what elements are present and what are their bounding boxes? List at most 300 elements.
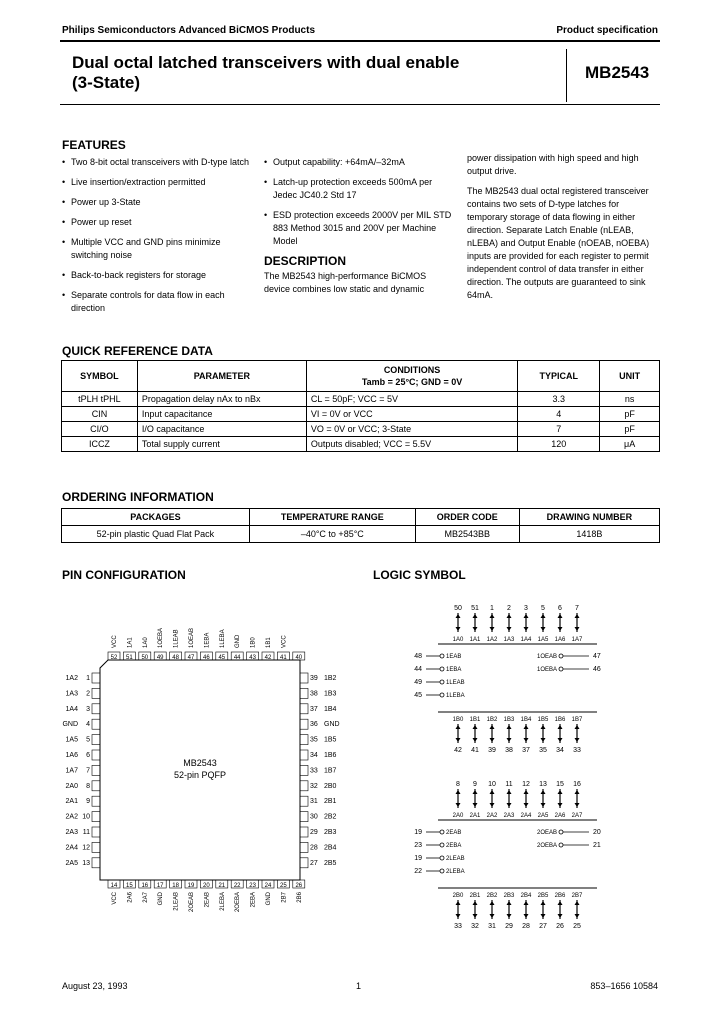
pin-number: 12 xyxy=(522,781,530,788)
pin-number: 41 xyxy=(471,747,479,754)
pin-label: 1A4 xyxy=(65,705,78,713)
pin-label: 1A6 xyxy=(65,752,78,759)
pin-box xyxy=(92,812,100,822)
pin-label: 2OEBA xyxy=(235,892,242,913)
control-pin: 20 xyxy=(593,829,601,836)
pin-label: 1B1 xyxy=(266,637,272,648)
arrow-up-icon xyxy=(558,790,563,794)
arrow-down-icon xyxy=(507,803,512,807)
pin-number: 38 xyxy=(310,690,318,698)
pin-number: 29 xyxy=(505,923,513,930)
pin-number: 44 xyxy=(233,655,241,661)
pin-label: VCC xyxy=(281,635,288,648)
a-label: 1A3 xyxy=(503,637,515,643)
table-row xyxy=(62,407,660,422)
pin-label: 1EBA xyxy=(204,632,211,648)
control-label: 2OEBA xyxy=(536,843,557,849)
pin-number: 13 xyxy=(539,781,547,788)
pin-label: VCC xyxy=(112,635,118,648)
b-label: 1B6 xyxy=(554,717,566,723)
pin-number: 40 xyxy=(295,655,303,661)
pin-number: 39 xyxy=(310,675,318,682)
feature-item: • ESD protection exceeds 2000V per MIL STD 883 Method 3015 and 200V per Machine Model xyxy=(264,209,454,248)
arrow-up-icon xyxy=(541,790,546,794)
pin-number: 51 xyxy=(126,655,133,661)
description-p2: power dissipation with high speed and high output drive. xyxy=(467,153,639,176)
inverter-bubble xyxy=(559,843,563,847)
pin-number: 19 xyxy=(187,883,195,889)
pin-number: 36 xyxy=(310,721,318,729)
pin-number: 6 xyxy=(86,752,90,759)
description-col-3 xyxy=(467,152,659,309)
pin-number: 31 xyxy=(310,798,318,806)
logic-symbol-diagram xyxy=(380,590,660,950)
qr-cell-parameter: Propagation delay nAx to nBx xyxy=(137,392,306,407)
qr-cell-typical: 4 xyxy=(518,407,600,422)
pin-number: 26 xyxy=(556,923,564,930)
pin-config-heading: PIN CONFIGURATION xyxy=(62,568,186,582)
arrow-down-icon xyxy=(473,627,478,631)
arrow-down-icon xyxy=(558,627,563,631)
a-label: 1A2 xyxy=(486,637,498,643)
feature-item: • Two 8-bit octal transceivers with D-type latch xyxy=(62,156,252,169)
ordering-cell: –40°C to +85°C xyxy=(249,526,415,543)
qr-cell-typical: 120 xyxy=(518,437,600,452)
pin-number: 9 xyxy=(86,798,90,806)
ordering-header: TEMPERATURE RANGE xyxy=(249,509,415,526)
qr-header-parameter: PARAMETER xyxy=(137,361,306,392)
table-row xyxy=(62,437,660,452)
pin-number: 28 xyxy=(522,923,530,930)
footer-page: 1 xyxy=(356,981,362,991)
qr-header-conditions xyxy=(306,361,517,392)
feature-item: • Output capability: +64mA/–32mA xyxy=(264,156,454,169)
b-label: 1B1 xyxy=(469,717,481,723)
b-label: 1B7 xyxy=(571,717,583,723)
pin-number: 43 xyxy=(249,655,256,661)
pin-box xyxy=(92,704,100,714)
qr-cell-conditions: CL = 50pF; VCC = 5V xyxy=(306,392,517,407)
pin-box xyxy=(92,827,100,837)
pin-box xyxy=(300,735,308,745)
arrow-down-icon xyxy=(473,803,478,807)
control-pin: 44 xyxy=(414,666,422,673)
arrow-up-icon xyxy=(490,901,495,905)
pin-label: 2LEAB xyxy=(173,892,180,911)
arrow-down-icon xyxy=(558,803,563,807)
a-label: 2A3 xyxy=(503,813,515,819)
pin-number: 35 xyxy=(310,736,318,744)
description-p3: The MB2543 dual octal registered transceiver contains two sets of D-type latches for temporary storage of data flowing in either direction. Separate Latch Enable (nLEAB, nLEBA) and Output Enable (nOEAB, nOEBA) inputs are provided for each register to permit independent control of data transfer in either direction. The outputs are guaranteed to sink 64mA. xyxy=(467,186,650,300)
arrow-down-icon xyxy=(524,914,529,918)
pin-label: 2B7 xyxy=(281,892,288,903)
arrow-down-icon xyxy=(507,914,512,918)
arrow-down-icon xyxy=(490,803,495,807)
arrow-up-icon xyxy=(541,725,546,729)
pin-number: 42 xyxy=(264,655,272,661)
document-title xyxy=(72,53,492,93)
pin-label: 2B3 xyxy=(324,829,337,836)
pin-label: 2A7 xyxy=(142,892,149,903)
pin-box xyxy=(300,812,308,822)
pin-number: 29 xyxy=(310,829,318,836)
qr-cell-unit: μA xyxy=(600,437,660,452)
control-pin: 21 xyxy=(593,842,601,849)
arrow-down-icon xyxy=(473,738,478,742)
arrow-up-icon xyxy=(575,614,580,618)
arrow-up-icon xyxy=(507,901,512,905)
pin-box xyxy=(300,781,308,791)
pin-box xyxy=(300,842,308,852)
pin-label: 1A0 xyxy=(142,637,149,648)
pin-box xyxy=(92,688,100,698)
pin-number: 37 xyxy=(310,705,318,713)
inverter-bubble xyxy=(440,843,444,847)
pin-box xyxy=(92,750,100,760)
a-label: 2A7 xyxy=(571,813,583,819)
a-label: 1A1 xyxy=(469,637,481,643)
inverter-bubble xyxy=(559,830,563,834)
b-label: 2B7 xyxy=(571,893,583,899)
arrow-down-icon xyxy=(541,738,546,742)
pin-box xyxy=(92,765,100,775)
pin-number: 24 xyxy=(264,883,272,889)
feature-item: • Back-to-back registers for storage xyxy=(62,269,252,282)
a-label: 2A6 xyxy=(554,813,566,819)
arrow-up-icon xyxy=(473,790,478,794)
control-label: 1LEBA xyxy=(446,693,465,699)
b-label: 1B3 xyxy=(503,717,515,723)
control-pin: 48 xyxy=(414,653,422,660)
pin-box xyxy=(92,673,100,683)
pin-label: 2B0 xyxy=(324,782,337,790)
pin-label: 1B6 xyxy=(324,752,337,759)
pin-box xyxy=(300,765,308,775)
features-heading: FEATURES xyxy=(62,138,126,152)
pin-number: 7 xyxy=(575,605,579,612)
pin-number: 42 xyxy=(454,747,462,754)
pin-number: 27 xyxy=(539,923,547,930)
pin-label: 1LEBA xyxy=(219,629,226,648)
inverter-bubble xyxy=(440,856,444,860)
control-pin: 19 xyxy=(414,855,422,862)
pin-number: 46 xyxy=(203,655,210,661)
arrow-down-icon xyxy=(456,914,461,918)
arrow-down-icon xyxy=(558,738,563,742)
pin-number: 28 xyxy=(310,844,318,852)
qr-conditions-label: CONDITIONS xyxy=(383,365,441,375)
pin-box xyxy=(300,796,308,806)
b-label: 2B0 xyxy=(452,893,464,899)
arrow-down-icon xyxy=(575,738,580,742)
pin-label: 1A1 xyxy=(127,637,134,648)
qr-conditions-sub: Tamb = 25°C; GND = 0V xyxy=(361,377,463,387)
feature-item: • Separate controls for data flow in each direction xyxy=(62,289,252,315)
chip-name: MB2543 xyxy=(183,758,217,768)
control-pin: 23 xyxy=(414,842,422,849)
pin-label: 2B5 xyxy=(324,859,337,867)
pin-number: 22 xyxy=(233,883,241,889)
pin-number: 7 xyxy=(86,767,90,775)
pin-box xyxy=(300,673,308,683)
arrow-down-icon xyxy=(456,627,461,631)
qr-header-symbol: SYMBOL xyxy=(62,361,138,392)
footer-code: 853–1656 10584 xyxy=(590,981,658,991)
pin-box xyxy=(92,796,100,806)
arrow-down-icon xyxy=(524,627,529,631)
chip-package: 52-pin PQFP xyxy=(173,770,227,780)
pin-number: 34 xyxy=(556,747,564,754)
pin-label: 1B7 xyxy=(324,767,337,775)
pin-label: 2A1 xyxy=(65,798,78,806)
arrow-down-icon xyxy=(490,627,495,631)
qr-cell-conditions: VI = 0V or VCC xyxy=(306,407,517,422)
pin-number: 3 xyxy=(86,705,90,713)
control-label: 2LEAB xyxy=(446,856,465,862)
qr-cell-parameter: I/O capacitance xyxy=(137,422,306,437)
pin-label: 1B4 xyxy=(324,705,337,713)
b-label: 2B6 xyxy=(554,893,566,899)
pin-label: 1B2 xyxy=(324,675,337,682)
arrow-down-icon xyxy=(541,914,546,918)
a-label: 1A0 xyxy=(452,637,464,643)
pin-number: 25 xyxy=(573,923,581,930)
control-label: 2LEBA xyxy=(446,869,465,875)
qr-cell-unit: ns xyxy=(600,392,660,407)
qr-cell-parameter: Input capacitance xyxy=(137,407,306,422)
inverter-bubble xyxy=(440,654,444,658)
pin-number: 32 xyxy=(471,923,479,930)
control-label: 1LEAB xyxy=(446,680,465,686)
pin-label: 1A3 xyxy=(65,690,78,698)
arrow-up-icon xyxy=(507,790,512,794)
qr-header-typical: TYPICAL xyxy=(518,361,600,392)
pin-number: 1 xyxy=(86,675,90,682)
arrow-up-icon xyxy=(473,614,478,618)
feature-item: • Latch-up protection exceeds 500mA per Jedec JC40.2 Std 17 xyxy=(264,176,454,202)
pin-number: 48 xyxy=(172,655,179,661)
a-label: 1A6 xyxy=(554,637,566,643)
qr-cell-typical: 3.3 xyxy=(518,392,600,407)
qr-cell-symbol: tPLH tPHL xyxy=(62,392,138,407)
pin-label: 2B4 xyxy=(324,844,337,852)
pin-label: 1A7 xyxy=(65,767,78,775)
arrow-up-icon xyxy=(575,790,580,794)
pin-label: 2A3 xyxy=(65,829,78,836)
pin-box xyxy=(92,735,100,745)
description-p1: The MB2543 high-performance BiCMOS device combines low static and dynamic xyxy=(264,271,427,294)
ordering-header: ORDER CODE xyxy=(415,509,519,526)
arrow-up-icon xyxy=(456,790,461,794)
inverter-bubble xyxy=(440,869,444,873)
qr-cell-unit: pF xyxy=(600,407,660,422)
pin-label: 1B0 xyxy=(250,637,257,648)
pin-box xyxy=(300,858,308,868)
qr-header-unit: UNIT xyxy=(600,361,660,392)
pin-number: 13 xyxy=(82,859,90,867)
ordering-header: DRAWING NUMBER xyxy=(519,509,659,526)
pin-label: 2B1 xyxy=(324,798,337,806)
pin-number: 47 xyxy=(187,655,195,661)
inverter-bubble xyxy=(559,654,563,658)
ordering-table xyxy=(61,508,660,543)
pin-label: 2A0 xyxy=(65,782,78,790)
part-number: MB2543 xyxy=(585,63,650,82)
title-line-1: Dual octal latched transceivers with dual enable xyxy=(72,53,460,72)
pin-number: 41 xyxy=(280,655,287,661)
pin-label: 2EAB xyxy=(204,892,211,908)
pin-number: 16 xyxy=(141,883,149,889)
pin-label: 2EBA xyxy=(250,892,257,908)
pin-number: 10 xyxy=(488,781,496,788)
title-line-2: (3-State) xyxy=(72,73,141,92)
pin-number: 10 xyxy=(82,813,90,821)
control-label: 2EAB xyxy=(446,830,462,836)
b-label: 2B4 xyxy=(520,893,532,899)
feature-item: • Power up 3-State xyxy=(62,196,252,209)
control-pin: 46 xyxy=(593,666,601,673)
arrow-up-icon xyxy=(558,725,563,729)
pin-number: 17 xyxy=(156,883,164,889)
table-row xyxy=(62,392,660,407)
control-pin: 45 xyxy=(414,692,422,699)
pin-number: 51 xyxy=(471,605,479,612)
ordering-heading: ORDERING INFORMATION xyxy=(62,490,214,504)
arrow-up-icon xyxy=(490,614,495,618)
pin-number: 11 xyxy=(505,781,513,788)
pin-number: 39 xyxy=(488,747,496,754)
footer-date: August 23, 1993 xyxy=(62,981,128,991)
pin-number: 25 xyxy=(280,883,287,889)
pin-number: 37 xyxy=(522,747,530,754)
pin-number: 50 xyxy=(454,605,462,612)
pin-label: GND xyxy=(158,892,165,906)
b-label: 1B2 xyxy=(486,717,498,723)
arrow-down-icon xyxy=(541,803,546,807)
pin-box xyxy=(300,827,308,837)
arrow-down-icon xyxy=(456,738,461,742)
a-label: 2A0 xyxy=(452,813,464,819)
arrow-up-icon xyxy=(490,790,495,794)
pin-box xyxy=(300,704,308,714)
pin-number: 12 xyxy=(82,844,90,852)
control-label: 2OEAB xyxy=(536,830,557,836)
pin-configuration-diagram xyxy=(60,590,340,950)
pin-label: GND xyxy=(62,721,78,729)
header-doc-type: Product specification xyxy=(556,25,658,36)
table-row xyxy=(62,526,660,543)
pin-number: 38 xyxy=(505,747,513,754)
pin-label: 2A5 xyxy=(65,859,78,867)
pin-label: 1A5 xyxy=(65,736,78,744)
header-company: Philips Semiconductors Advanced BiCMOS Products xyxy=(62,25,316,36)
pin-number: 2 xyxy=(507,605,511,612)
pin-number: 45 xyxy=(218,655,226,661)
pin-number: 27 xyxy=(310,859,318,867)
inverter-bubble xyxy=(440,830,444,834)
pin-label: 2A4 xyxy=(65,844,78,852)
b-label: 2B1 xyxy=(469,893,481,899)
pin-label: GND xyxy=(324,721,340,729)
a-label: 2A4 xyxy=(520,813,532,819)
inverter-bubble xyxy=(440,693,444,697)
qr-cell-symbol: ICCZ xyxy=(62,437,138,452)
pin-label: 1A2 xyxy=(65,675,78,682)
arrow-up-icon xyxy=(524,901,529,905)
a-label: 1A5 xyxy=(537,637,549,643)
qr-cell-symbol: CIN xyxy=(62,407,138,422)
a-label: 1A7 xyxy=(571,637,583,643)
inverter-bubble xyxy=(440,680,444,684)
arrow-down-icon xyxy=(558,914,563,918)
pin-number: 8 xyxy=(456,781,460,788)
pin-label: GND xyxy=(235,634,242,648)
arrow-up-icon xyxy=(507,725,512,729)
pin-number: 11 xyxy=(82,829,90,836)
pin-number: 49 xyxy=(156,655,164,661)
b-label: 1B5 xyxy=(537,717,549,723)
pin-label: VCC xyxy=(112,892,118,905)
control-pin: 47 xyxy=(593,653,601,660)
pin-number: 33 xyxy=(573,747,581,754)
arrow-down-icon xyxy=(473,914,478,918)
pin-number: 31 xyxy=(488,923,496,930)
feature-item: • Live insertion/extraction permitted xyxy=(62,176,252,189)
pin-number: 32 xyxy=(310,782,318,790)
pin-number: 33 xyxy=(310,767,318,775)
arrow-up-icon xyxy=(456,614,461,618)
control-label: 1EAB xyxy=(446,654,462,660)
arrow-up-icon xyxy=(524,725,529,729)
description-heading: DESCRIPTION xyxy=(264,254,347,268)
arrow-down-icon xyxy=(524,803,529,807)
arrow-down-icon xyxy=(575,803,580,807)
ordering-cell: 1418B xyxy=(519,526,659,543)
a-label: 2A5 xyxy=(537,813,549,819)
pin-box xyxy=(92,842,100,852)
arrow-down-icon xyxy=(507,627,512,631)
features-col-2 xyxy=(264,156,454,303)
qr-cell-conditions: VO = 0V or VCC; 3-State xyxy=(306,422,517,437)
arrow-up-icon xyxy=(507,614,512,618)
pin-number: 15 xyxy=(556,781,564,788)
control-label: 1EBA xyxy=(446,667,462,673)
pin-box xyxy=(300,719,308,729)
arrow-up-icon xyxy=(473,725,478,729)
arrow-up-icon xyxy=(541,614,546,618)
pin-label: 2OEAB xyxy=(189,892,195,913)
pin-number: 21 xyxy=(218,883,226,889)
inverter-bubble xyxy=(440,667,444,671)
pin-number: 18 xyxy=(172,883,179,889)
control-pin: 19 xyxy=(414,829,422,836)
b-label: 1B4 xyxy=(520,717,532,723)
ordering-cell: MB2543BB xyxy=(415,526,519,543)
title-rule xyxy=(60,104,660,105)
control-label: 1OEBA xyxy=(536,667,557,673)
pin-number: 26 xyxy=(295,883,303,889)
feature-item: • Multiple VCC and GND pins minimize switching noise xyxy=(62,236,252,262)
arrow-up-icon xyxy=(524,614,529,618)
arrow-down-icon xyxy=(541,627,546,631)
pin-box xyxy=(92,781,100,791)
quick-reference-heading: QUICK REFERENCE DATA xyxy=(62,344,213,358)
pin-label: 1OEBA xyxy=(158,627,165,648)
pin-label: 1LEAB xyxy=(173,629,180,648)
pin-label: 2B6 xyxy=(296,892,303,903)
b-label: 2B5 xyxy=(537,893,549,899)
pin-number: 8 xyxy=(86,782,90,790)
